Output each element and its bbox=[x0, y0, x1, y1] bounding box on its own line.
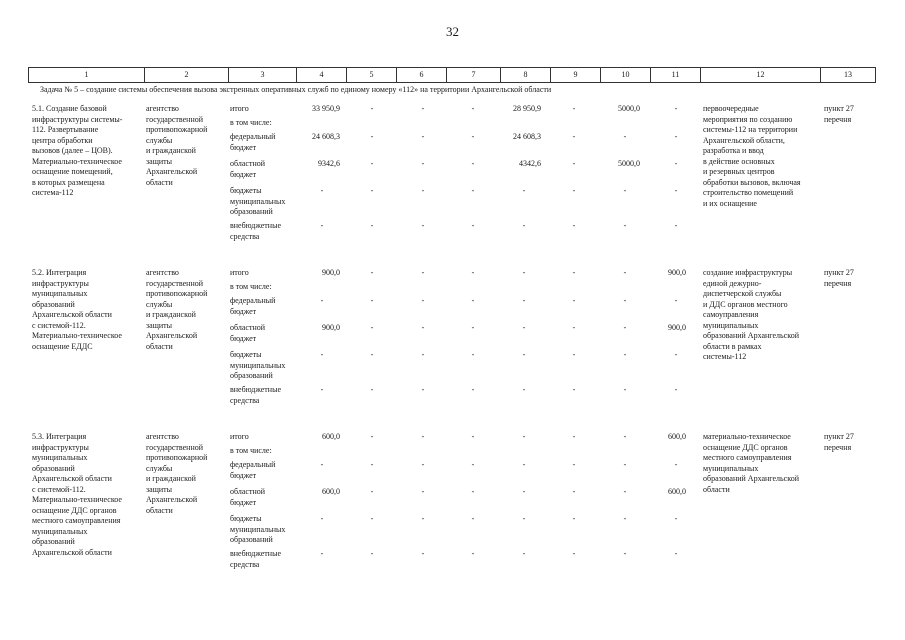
empty-value-c6: - bbox=[421, 460, 425, 469]
funding-source: внебюджетные средства bbox=[230, 221, 281, 241]
empty-value-c4: - bbox=[320, 460, 324, 469]
empty-value-c8: - bbox=[522, 487, 526, 496]
result: первоочередные мероприятия по созданию системы-112 на территории Архангельской области, разработка и ввод в действие основных и резервных центров обработки вызовов, включая строительство помещений и их оснащение bbox=[703, 104, 801, 208]
empty-value-c9: - bbox=[572, 432, 576, 441]
empty-value-c6: - bbox=[421, 159, 425, 168]
funding-source: внебюджетные средства bbox=[230, 385, 281, 405]
empty-value-c9: - bbox=[572, 323, 576, 332]
empty-value-c10: - bbox=[623, 487, 627, 496]
header-col-12: 12 bbox=[700, 68, 820, 82]
header-col-9: 9 bbox=[550, 68, 600, 82]
empty-value-c10: - bbox=[623, 460, 627, 469]
empty-value-c10: - bbox=[623, 132, 627, 141]
empty-value-c7: - bbox=[471, 350, 475, 359]
empty-value-c11: - bbox=[674, 549, 678, 558]
header-col-5: 5 bbox=[346, 68, 396, 82]
empty-value-c6: - bbox=[421, 104, 425, 113]
empty-value-c11: - bbox=[674, 221, 678, 230]
empty-value-c7: - bbox=[471, 221, 475, 230]
header-col-1: 1 bbox=[28, 68, 144, 82]
empty-value-c5: - bbox=[370, 221, 374, 230]
header-col-7: 7 bbox=[446, 68, 500, 82]
value-c11: 900,0 bbox=[668, 323, 686, 332]
empty-value-c9: - bbox=[572, 460, 576, 469]
empty-value-c10: - bbox=[623, 296, 627, 305]
empty-value-c8: - bbox=[522, 350, 526, 359]
funding-source: областной бюджет bbox=[230, 159, 266, 179]
empty-value-c4: - bbox=[320, 186, 324, 195]
empty-value-c5: - bbox=[370, 132, 374, 141]
empty-value-c5: - bbox=[370, 268, 374, 277]
reference: пункт 27 перечня bbox=[824, 432, 854, 452]
value-c4: 600,0 bbox=[322, 487, 340, 496]
empty-value-c11: - bbox=[674, 350, 678, 359]
funding-source: внебюджетные средства bbox=[230, 549, 281, 569]
empty-value-c6: - bbox=[421, 296, 425, 305]
empty-value-c5: - bbox=[370, 350, 374, 359]
funding-source: федеральный бюджет bbox=[230, 132, 276, 152]
value-c11: 900,0 bbox=[668, 268, 686, 277]
empty-value-c8: - bbox=[522, 385, 526, 394]
funding-source: бюджеты муниципальных образований bbox=[230, 350, 286, 380]
value-c11: 600,0 bbox=[668, 487, 686, 496]
empty-value-c8: - bbox=[522, 323, 526, 332]
empty-value-c7: - bbox=[471, 549, 475, 558]
empty-value-c9: - bbox=[572, 159, 576, 168]
funding-source: бюджеты муниципальных образований bbox=[230, 514, 286, 544]
funding-source: в том числе: bbox=[230, 118, 272, 127]
empty-value-c6: - bbox=[421, 132, 425, 141]
empty-value-c7: - bbox=[471, 268, 475, 277]
reference: пункт 27 перечня bbox=[824, 104, 854, 124]
empty-value-c4: - bbox=[320, 296, 324, 305]
empty-value-c11: - bbox=[674, 186, 678, 195]
empty-value-c6: - bbox=[421, 268, 425, 277]
empty-value-c6: - bbox=[421, 549, 425, 558]
empty-value-c5: - bbox=[370, 514, 374, 523]
empty-value-c7: - bbox=[471, 487, 475, 496]
value-c8: 24 608,3 bbox=[513, 132, 541, 141]
empty-value-c8: - bbox=[522, 186, 526, 195]
header-col-6: 6 bbox=[396, 68, 446, 82]
empty-value-c10: - bbox=[623, 221, 627, 230]
funding-source: в том числе: bbox=[230, 446, 272, 455]
empty-value-c11: - bbox=[674, 132, 678, 141]
empty-value-c8: - bbox=[522, 432, 526, 441]
empty-value-c8: - bbox=[522, 296, 526, 305]
empty-value-c7: - bbox=[471, 323, 475, 332]
measure-name: 5.3. Интеграция инфраструктуры муниципальных образований Архангельской области с системой-112. Материально-техническое оснащение ДДС органов местного самоуправления муниципальных образований Архангельской области bbox=[32, 432, 122, 557]
empty-value-c6: - bbox=[421, 487, 425, 496]
executor: агентство государственной противопожарной службы и гражданской защиты Архангельской области bbox=[146, 268, 208, 351]
funding-source: итого bbox=[230, 268, 249, 277]
empty-value-c9: - bbox=[572, 514, 576, 523]
empty-value-c11: - bbox=[674, 296, 678, 305]
empty-value-c10: - bbox=[623, 268, 627, 277]
empty-value-c8: - bbox=[522, 549, 526, 558]
empty-value-c6: - bbox=[421, 221, 425, 230]
empty-value-c9: - bbox=[572, 104, 576, 113]
value-c10: 5000,0 bbox=[618, 104, 640, 113]
value-c4: 24 608,3 bbox=[312, 132, 340, 141]
empty-value-c10: - bbox=[623, 549, 627, 558]
empty-value-c5: - bbox=[370, 104, 374, 113]
result: материально-техническое оснащение ДДС органов местного самоуправления муниципальных образований Архангельской области bbox=[703, 432, 799, 494]
table-header bbox=[28, 67, 876, 83]
empty-value-c5: - bbox=[370, 432, 374, 441]
funding-source: федеральный бюджет bbox=[230, 296, 276, 316]
empty-value-c11: - bbox=[674, 460, 678, 469]
funding-source: областной бюджет bbox=[230, 487, 266, 507]
header-col-3: 3 bbox=[228, 68, 296, 82]
empty-value-c11: - bbox=[674, 104, 678, 113]
empty-value-c5: - bbox=[370, 296, 374, 305]
empty-value-c6: - bbox=[421, 323, 425, 332]
executor: агентство государственной противопожарной службы и гражданской защиты Архангельской области bbox=[146, 432, 208, 515]
empty-value-c4: - bbox=[320, 350, 324, 359]
empty-value-c9: - bbox=[572, 132, 576, 141]
empty-value-c5: - bbox=[370, 549, 374, 558]
executor: агентство государственной противопожарной службы и гражданской защиты Архангельской области bbox=[146, 104, 208, 187]
empty-value-c4: - bbox=[320, 514, 324, 523]
empty-value-c5: - bbox=[370, 460, 374, 469]
empty-value-c10: - bbox=[623, 350, 627, 359]
empty-value-c7: - bbox=[471, 514, 475, 523]
header-col-8: 8 bbox=[500, 68, 550, 82]
header-col-11: 11 bbox=[650, 68, 700, 82]
empty-value-c7: - bbox=[471, 104, 475, 113]
empty-value-c9: - bbox=[572, 296, 576, 305]
funding-source: областной бюджет bbox=[230, 323, 266, 343]
empty-value-c10: - bbox=[623, 514, 627, 523]
empty-value-c8: - bbox=[522, 514, 526, 523]
value-c8: 4342,6 bbox=[519, 159, 541, 168]
page-number: 32 bbox=[446, 24, 459, 39]
funding-source: в том числе: bbox=[230, 282, 272, 291]
header-col-13: 13 bbox=[820, 68, 876, 82]
empty-value-c6: - bbox=[421, 186, 425, 195]
empty-value-c7: - bbox=[471, 432, 475, 441]
empty-value-c5: - bbox=[370, 385, 374, 394]
header-col-2: 2 bbox=[144, 68, 228, 82]
header-col-10: 10 bbox=[600, 68, 650, 82]
empty-value-c5: - bbox=[370, 323, 374, 332]
empty-value-c6: - bbox=[421, 350, 425, 359]
funding-source: итого bbox=[230, 104, 249, 113]
value-c4: 900,0 bbox=[322, 323, 340, 332]
funding-source: итого bbox=[230, 432, 249, 441]
empty-value-c9: - bbox=[572, 350, 576, 359]
reference: пункт 27 перечня bbox=[824, 268, 854, 288]
empty-value-c5: - bbox=[370, 487, 374, 496]
empty-value-c7: - bbox=[471, 385, 475, 394]
value-c11: 600,0 bbox=[668, 432, 686, 441]
empty-value-c11: - bbox=[674, 514, 678, 523]
empty-value-c11: - bbox=[674, 159, 678, 168]
empty-value-c10: - bbox=[623, 432, 627, 441]
empty-value-c7: - bbox=[471, 159, 475, 168]
value-c4: 900,0 bbox=[322, 268, 340, 277]
header-col-4: 4 bbox=[296, 68, 346, 82]
empty-value-c6: - bbox=[421, 432, 425, 441]
empty-value-c9: - bbox=[572, 186, 576, 195]
empty-value-c10: - bbox=[623, 323, 627, 332]
empty-value-c11: - bbox=[674, 385, 678, 394]
empty-value-c9: - bbox=[572, 268, 576, 277]
funding-source: бюджеты муниципальных образований bbox=[230, 186, 286, 216]
empty-value-c8: - bbox=[522, 221, 526, 230]
value-c4: 9342,6 bbox=[318, 159, 340, 168]
measure-name: 5.2. Интеграция инфраструктуры муниципальных образований Архангельской области с системой-112. Материально-техническое оснащение ЕДДС bbox=[32, 268, 122, 351]
measure-name: 5.1. Создание базовой инфраструктуры системы- 112. Развертывание центра обработки вызовов (далее – ЦОВ). Материально-техническое оснащение помещений, в которых размещена система-112 bbox=[32, 104, 123, 197]
value-c4: 600,0 bbox=[322, 432, 340, 441]
empty-value-c7: - bbox=[471, 186, 475, 195]
empty-value-c5: - bbox=[370, 159, 374, 168]
empty-value-c10: - bbox=[623, 186, 627, 195]
empty-value-c7: - bbox=[471, 132, 475, 141]
empty-value-c7: - bbox=[471, 296, 475, 305]
empty-value-c4: - bbox=[320, 549, 324, 558]
value-c8: 28 950,9 bbox=[513, 104, 541, 113]
empty-value-c10: - bbox=[623, 385, 627, 394]
value-c10: 5000,0 bbox=[618, 159, 640, 168]
value-c4: 33 950,9 bbox=[312, 104, 340, 113]
empty-value-c9: - bbox=[572, 549, 576, 558]
empty-value-c9: - bbox=[572, 221, 576, 230]
empty-value-c9: - bbox=[572, 487, 576, 496]
empty-value-c8: - bbox=[522, 460, 526, 469]
empty-value-c7: - bbox=[471, 460, 475, 469]
empty-value-c5: - bbox=[370, 186, 374, 195]
empty-value-c9: - bbox=[572, 385, 576, 394]
result: создание инфраструктуры единой дежурно- диспетчерской службы и ДДС органов местного самоуправления муниципальных образований Архангельской области в рамках системы-112 bbox=[703, 268, 799, 361]
empty-value-c4: - bbox=[320, 385, 324, 394]
task-title: Задача № 5 – создание системы обеспечения вызова экстренных оперативных служб по единому номеру «112» на территории Архангельской области bbox=[40, 85, 552, 94]
funding-source: федеральный бюджет bbox=[230, 460, 276, 480]
empty-value-c6: - bbox=[421, 385, 425, 394]
empty-value-c4: - bbox=[320, 221, 324, 230]
empty-value-c8: - bbox=[522, 268, 526, 277]
empty-value-c6: - bbox=[421, 514, 425, 523]
